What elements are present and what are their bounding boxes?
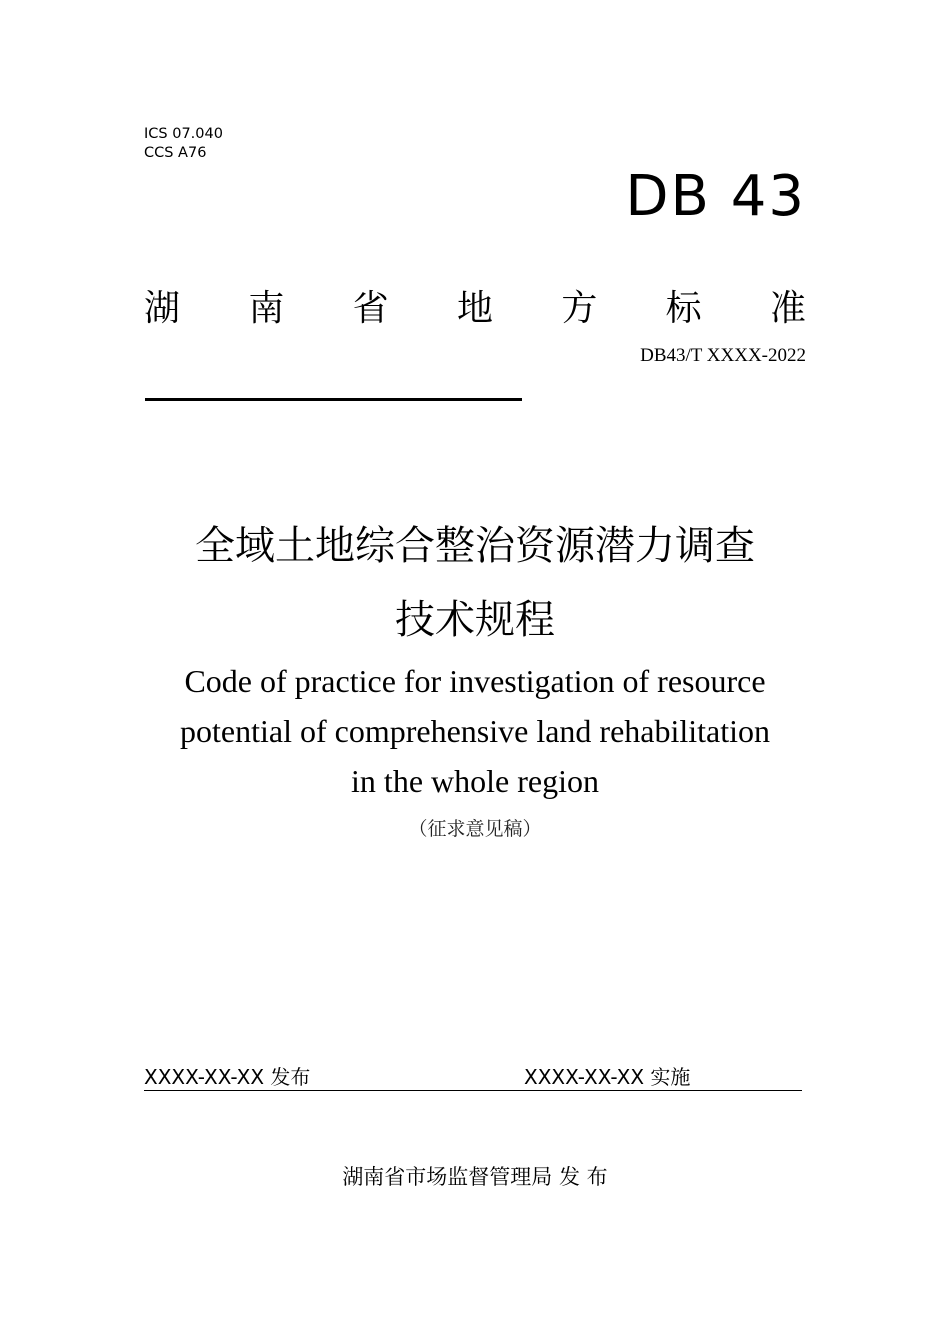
db-code-mark: DB 43 xyxy=(625,164,806,229)
standard-type-char: 湖 xyxy=(144,288,181,329)
standard-type-char: 方 xyxy=(561,288,598,329)
draft-status: （征求意见稿） xyxy=(408,819,542,840)
standard-type-char: 南 xyxy=(248,288,285,329)
standard-type-char: 准 xyxy=(769,288,806,329)
title-en-line-3: in the whole region xyxy=(351,763,599,799)
implement-date: XXXX-XX-XX 实施 xyxy=(524,1065,691,1089)
standard-type-char: 地 xyxy=(456,288,493,329)
standard-type-char: 标 xyxy=(665,288,702,329)
date-line xyxy=(144,1064,802,1091)
ccs-code: CCS A76 xyxy=(144,145,207,161)
title-en-line-1: Code of practice for investigation of resource xyxy=(184,663,766,699)
title-en-line-2: potential of comprehensive land rehabilitation xyxy=(179,713,771,749)
title-en xyxy=(0,656,950,806)
standard-type-char: 省 xyxy=(352,288,389,329)
ics-code: ICS 07.040 xyxy=(144,126,223,142)
standard-number: DB43/T XXXX-2022 xyxy=(640,345,806,366)
title-zh-line-2: 技术规程 xyxy=(395,597,555,643)
standard-type-heading xyxy=(144,285,806,333)
publisher: 湖南省市场监督管理局 发 布 xyxy=(342,1165,608,1189)
header-divider xyxy=(145,398,522,401)
classification-codes xyxy=(144,125,223,163)
title-zh-line-1: 全域土地综合整治资源潜力调查 xyxy=(195,523,755,569)
publish-date: XXXX-XX-XX 发布 xyxy=(144,1065,311,1089)
